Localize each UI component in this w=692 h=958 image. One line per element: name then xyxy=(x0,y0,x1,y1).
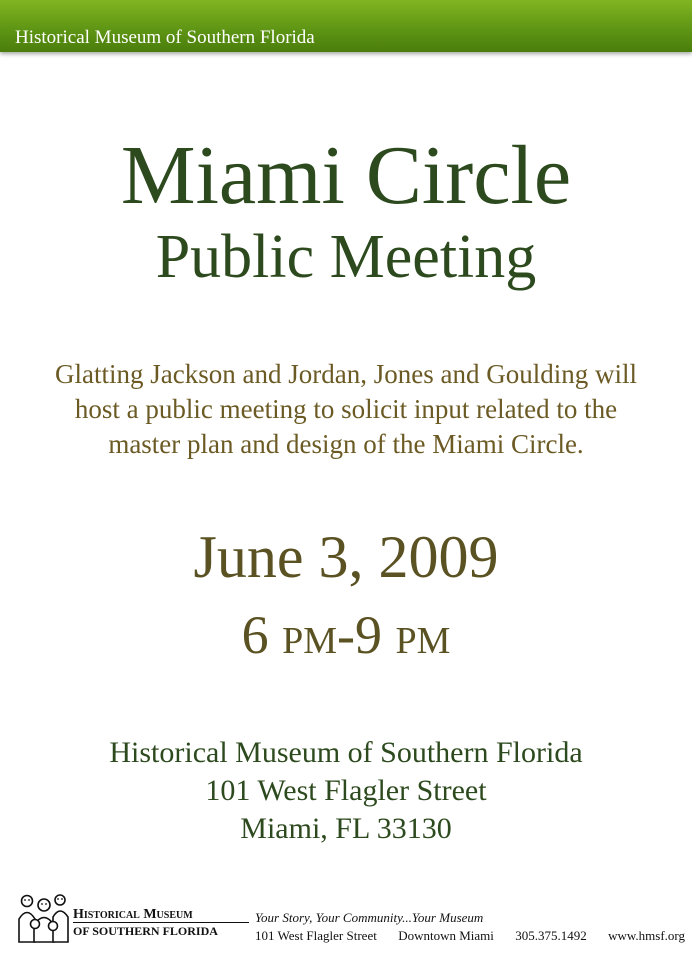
footer xyxy=(0,888,692,948)
page-title: Miami Circle xyxy=(120,129,572,222)
logo-location xyxy=(73,924,218,938)
page-subtitle: Public Meeting xyxy=(155,223,537,291)
header-bar xyxy=(0,0,692,52)
footer-area: Downtown Miami xyxy=(398,928,494,943)
venue-city: Miami, FL 33130 xyxy=(240,812,452,845)
description-line: Glatting Jackson and Jordan, Jones and Goulding will xyxy=(55,359,637,389)
logo-location-text: OF SOUTHERN FLORIDA xyxy=(73,924,218,938)
venue-name: Historical Museum of Southern Florida xyxy=(109,736,583,769)
footer-tagline: Your Story, Your Community...Your Museum xyxy=(255,910,484,925)
time-separator: - xyxy=(337,605,355,665)
header-title: Historical Museum of Southern Florida xyxy=(15,27,315,48)
venue-street: 101 West Flagler Street xyxy=(205,774,487,807)
footer-address: 101 West Flagler Street xyxy=(255,928,377,943)
description-line: host a public meeting to solicit input related to the xyxy=(74,394,618,424)
footer-website: www.hmsf.org xyxy=(608,928,685,943)
event-description xyxy=(0,357,692,462)
museum-figures-logo-icon xyxy=(15,892,73,944)
description-line: master plan and design of the Miami Circle. xyxy=(108,429,584,459)
event-date: June 3, 2009 xyxy=(193,524,499,590)
end-hour: 9 xyxy=(354,605,382,665)
event-time xyxy=(0,603,692,673)
start-period: PM xyxy=(282,620,337,662)
footer-phone: 305.375.1492 xyxy=(515,928,587,943)
logo-name-text: Historical Museum xyxy=(73,907,193,922)
footer-contact xyxy=(255,928,685,943)
logo-wordmark xyxy=(73,907,249,923)
venue-address xyxy=(0,734,692,848)
start-hour: 6 xyxy=(241,605,269,665)
end-period: PM xyxy=(395,620,451,662)
